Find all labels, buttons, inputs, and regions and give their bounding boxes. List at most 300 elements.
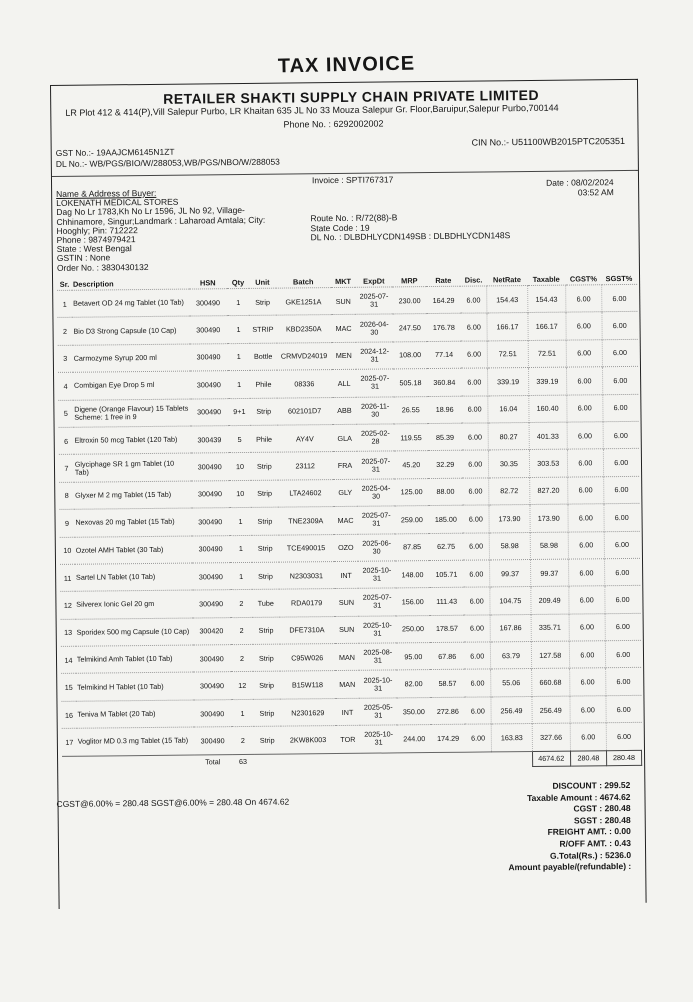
cell-batch: DFE7310A	[279, 616, 334, 644]
cell-net: 82.72	[489, 477, 530, 505]
cell-net: 80.27	[488, 422, 529, 450]
cell-unit: Strip	[251, 507, 278, 535]
cell-taxable: 401.33	[529, 422, 567, 450]
cell-sr: 10	[60, 537, 75, 565]
cell-rate: 111.43	[430, 587, 464, 615]
cell-mkt: MAN	[335, 643, 360, 671]
cell-desc: Telmikind H Tablet (10 Tab)	[76, 673, 193, 702]
cell-mrp: 156.00	[396, 588, 430, 616]
cell-qty: 2	[231, 644, 254, 672]
cell-hsn: 300490	[190, 453, 228, 481]
cell-sr: 5	[58, 400, 73, 428]
column-header: Sr.	[59, 279, 70, 289]
cell-unit: Strip	[251, 480, 278, 508]
tax-breakup-line: CGST@6.00% = 280.48 SGST@6.00% = 280.48 On 4674.62	[56, 796, 290, 809]
cell-sr: 13	[61, 619, 76, 647]
cell-mrp: 125.00	[394, 478, 428, 506]
column-header: ExpDt	[363, 276, 385, 286]
cell-net: 104.75	[490, 587, 531, 615]
cell-batch: N2303031	[279, 561, 334, 589]
cell-qty: 10	[229, 480, 252, 508]
cell-desc: Bio D3 Strong Capsule (10 Cap)	[72, 316, 189, 345]
cell-cgst: 6.00	[567, 394, 603, 422]
cell-net: 63.79	[491, 642, 532, 670]
cell-net: 163.83	[491, 724, 532, 752]
column-header: CGST%	[569, 274, 597, 284]
cell-sgst: 6.00	[602, 367, 637, 395]
cell-rate: 272.86	[431, 697, 465, 725]
cell-batch: AY4V	[277, 425, 332, 453]
cell-disc: 6.00	[462, 395, 489, 423]
cell-disc: 6.00	[462, 478, 489, 506]
cell-taxable: 209.49	[530, 586, 568, 614]
cell-batch: RDA0179	[279, 589, 334, 617]
cell-exp: 2025-04-30	[357, 479, 394, 507]
cell-sgst: 6.00	[603, 449, 638, 477]
cell-batch: GKE1251A	[276, 288, 331, 316]
cell-cgst: 6.00	[568, 504, 604, 532]
cell-sgst: 6.00	[606, 695, 641, 723]
cell-disc: 6.00	[464, 587, 491, 615]
cell-sgst: 6.00	[604, 503, 639, 531]
cell-mkt: MAC	[331, 315, 356, 343]
cell-batch: C95W026	[279, 644, 334, 672]
cell-unit: Strip	[253, 672, 280, 700]
buyer-phone: Phone : 9874979421	[56, 234, 136, 245]
cell-taxable: 660.68	[531, 669, 569, 697]
buyer-line2: Chhinamore, Singur;Landmark : Laharoad Amtala; City:	[56, 214, 266, 227]
column-header: Description	[72, 279, 114, 289]
cell-cgst: 6.00	[570, 723, 606, 751]
cell-cgst: 6.00	[566, 312, 602, 340]
cell-taxable: 58.98	[530, 532, 568, 560]
cell-unit: Strip	[253, 617, 280, 645]
cell-rate: 67.86	[430, 642, 464, 670]
cell-mkt: OZO	[333, 534, 358, 562]
cell-batch: B15W118	[280, 671, 335, 699]
cell-sgst: 6.00	[601, 284, 636, 312]
cell-mrp: 244.00	[397, 725, 431, 753]
cell-unit: Strip	[251, 452, 278, 480]
cell-mrp: 230.00	[392, 287, 426, 315]
cell-exp: 2025-06-30	[358, 533, 395, 561]
total-cgst: 280.48	[570, 750, 606, 765]
cell-cgst: 6.00	[565, 285, 601, 313]
cell-cgst: 6.00	[568, 559, 604, 587]
cell-sr: 11	[60, 564, 75, 592]
seller-phone: Phone No. : 6292002002	[283, 118, 384, 130]
cell-hsn: 300490	[193, 727, 231, 755]
cell-net: 173.90	[489, 505, 530, 533]
cell-mrp: 26.55	[394, 396, 428, 424]
cell-batch: 602101D7	[277, 397, 332, 425]
cell-desc: Voglitor MD 0.3 mg Tablet (15 Tab)	[77, 727, 194, 756]
total-qty: 63	[232, 754, 254, 769]
cell-batch: LTA24602	[278, 479, 333, 507]
cell-qty: 12	[231, 672, 254, 700]
cell-hsn: 300490	[190, 398, 228, 426]
cell-hsn: 300490	[191, 508, 229, 536]
cell-cgst: 6.00	[569, 586, 605, 614]
column-header: NetRate	[492, 275, 522, 285]
cell-desc: Digene (Orange Flavour) 15 Tablets Scheme: 1 free in 9	[73, 399, 190, 428]
cell-net: 16.04	[488, 395, 529, 423]
cell-cgst: 6.00	[570, 696, 606, 724]
cell-mrp: 119.55	[394, 424, 428, 452]
cell-cgst: 6.00	[569, 641, 605, 669]
cell-qty: 1	[229, 508, 252, 536]
cell-mrp: 505.18	[393, 369, 427, 397]
cell-mkt: ALL	[332, 369, 357, 397]
cell-desc: Sartel LN Tablet (10 Tab)	[75, 563, 192, 592]
cell-taxable: 303.53	[529, 449, 567, 477]
cell-disc: 6.00	[465, 724, 492, 752]
cell-desc: Glyxer M 2 mg Tablet (15 Tab)	[74, 481, 191, 510]
cell-rate: 85.39	[428, 423, 462, 451]
cell-hsn: 300490	[192, 590, 230, 618]
cell-hsn: 300490	[191, 535, 229, 563]
cell-exp: 2025-02-28	[357, 424, 394, 452]
cell-batch: TNE2309A	[278, 507, 333, 535]
cell-rate: 174.29	[431, 724, 465, 752]
cell-disc: 6.00	[461, 368, 488, 396]
cell-desc: Ozotel AMH Tablet (30 Tab)	[75, 536, 192, 565]
cell-batch: 2KW8K003	[280, 726, 335, 754]
cell-unit: Tube	[252, 589, 279, 617]
cell-mrp: 148.00	[395, 560, 429, 588]
cell-sgst: 6.00	[604, 476, 639, 504]
cell-disc: 6.00	[462, 450, 489, 478]
cell-desc: Carmozyme Syrup 200 ml	[73, 344, 190, 373]
state-code: State Code : 19	[310, 222, 370, 233]
summary-cgst: CGST : 280.48	[573, 803, 631, 814]
cell-sr: 7	[59, 455, 74, 483]
document-title: TAX INVOICE	[277, 52, 416, 78]
cell-taxable: 160.40	[528, 395, 566, 423]
cell-exp: 2025-10-31	[359, 616, 396, 644]
cell-qty: 1	[227, 288, 250, 316]
cell-mrp: 45.20	[394, 451, 428, 479]
cell-batch: 23112	[277, 452, 332, 480]
cell-exp: 2024-12-31	[356, 342, 393, 370]
cell-sgst: 6.00	[606, 723, 641, 751]
summary-taxable: Taxable Amount : 4674.62	[526, 791, 631, 803]
cell-rate: 164.29	[426, 286, 460, 314]
cell-taxable: 99.37	[530, 559, 568, 587]
cell-cgst: 6.00	[567, 449, 603, 477]
cell-qty: 9+1	[228, 398, 251, 426]
column-header: Disc.	[464, 275, 483, 285]
buyer-name: LOKENATH MEDICAL STORES	[56, 196, 179, 209]
cell-exp: 2026-11-30	[356, 396, 393, 424]
cell-hsn: 300420	[192, 617, 230, 645]
cell-unit: Strip	[252, 562, 279, 590]
cell-mrp: 247.50	[393, 314, 427, 342]
cell-qty: 1	[228, 371, 251, 399]
summary-amount-payable: Amount payable/(refundable) :	[508, 861, 632, 873]
cell-sr: 1	[57, 290, 72, 318]
total-spacer	[62, 755, 194, 771]
cell-net: 58.98	[489, 532, 530, 560]
cell-rate: 62.75	[429, 533, 463, 561]
cell-taxable: 339.19	[528, 367, 566, 395]
cell-sr: 8	[59, 482, 74, 510]
items-table	[57, 273, 642, 772]
cell-mkt: GLA	[332, 424, 357, 452]
cell-disc: 6.00	[465, 697, 492, 725]
cell-cgst: 6.00	[569, 668, 605, 696]
cell-exp: 2025-07-31	[358, 588, 395, 616]
cell-disc: 6.00	[464, 642, 491, 670]
cell-qty: 1	[227, 343, 250, 371]
cell-qty: 1	[227, 316, 250, 344]
cell-rate: 105.71	[429, 560, 463, 588]
cell-cgst: 6.00	[566, 340, 602, 368]
invoice-date: Date : 08/02/2024	[545, 177, 614, 188]
cell-net: 72.51	[487, 340, 528, 368]
cell-desc: Betavert OD 24 mg Tablet (10 Tab)	[72, 289, 189, 318]
route-dl-no: DL No. : DLBDHLYCDN149SB : DLBDHLYCDN148S	[310, 230, 511, 243]
cell-desc: Teniva M Tablet (20 Tab)	[76, 700, 193, 729]
cell-batch: TCE490015	[278, 534, 333, 562]
cell-net: 154.43	[487, 286, 528, 314]
cell-unit: Strip	[252, 535, 279, 563]
cell-hsn: 300490	[189, 316, 227, 344]
cell-sgst: 6.00	[602, 312, 637, 340]
cell-taxable: 72.51	[528, 340, 566, 368]
column-header: Taxable	[532, 274, 560, 284]
cell-taxable: 827.20	[529, 477, 567, 505]
cell-disc: 6.00	[461, 341, 488, 369]
cell-hsn: 300490	[192, 563, 230, 591]
cell-taxable: 127.58	[531, 641, 569, 669]
cell-mkt: TOR	[336, 726, 361, 754]
cell-cgst: 6.00	[567, 422, 603, 450]
cell-mkt: MEN	[331, 342, 356, 370]
cell-hsn: 300490	[189, 343, 227, 371]
cell-exp: 2025-07-31	[355, 287, 392, 315]
cell-rate: 176.78	[427, 314, 461, 342]
summary-block	[388, 780, 631, 875]
cell-exp: 2025-07-31	[358, 506, 395, 534]
cell-mrp: 108.00	[393, 341, 427, 369]
cell-unit: Bottle	[250, 343, 277, 371]
cell-qty: 1	[230, 535, 253, 563]
cell-mrp: 350.00	[397, 697, 431, 725]
cell-sr: 16	[61, 701, 76, 729]
cell-qty: 5	[228, 425, 251, 453]
cell-mkt: SUN	[334, 589, 359, 617]
seller-address: LR Plot 412 & 414(P),Vill Salepur Purbo, LR Khaitan 635 JL No 33 Mouza Salepur Gr. Floor,Baruipur,Salepur Purbo,700144	[65, 102, 559, 118]
cell-sr: 3	[58, 345, 73, 373]
cell-taxable: 154.43	[527, 285, 565, 313]
cell-taxable: 256.49	[532, 696, 570, 724]
route-block	[310, 212, 510, 243]
cell-unit: Strip	[254, 699, 281, 727]
cell-rate: 58.57	[430, 670, 464, 698]
seller-dl: DL No.:- WB/PGS/BIO/W/288053,WB/PGS/NBO/W/288053	[55, 156, 280, 169]
total-taxable: 4674.62	[532, 751, 570, 766]
cell-hsn: 300439	[190, 426, 228, 454]
cell-hsn: 300490	[193, 672, 231, 700]
cell-disc: 6.00	[463, 505, 490, 533]
cell-batch: CRMVD24019	[276, 342, 331, 370]
cell-unit: Strip	[254, 726, 281, 754]
cell-desc: Sporidex 500 mg Capsule (10 Cap)	[75, 618, 192, 647]
cell-hsn: 300490	[191, 480, 229, 508]
buyer-heading: Name & Address of Buyer:	[56, 187, 157, 199]
cell-taxable: 335.71	[531, 614, 569, 642]
cell-disc: 6.00	[463, 532, 490, 560]
cell-net: 256.49	[491, 696, 532, 724]
cell-batch: KBD2350A	[276, 315, 331, 343]
column-header: Batch	[292, 277, 314, 287]
cell-sr: 9	[59, 509, 74, 537]
cell-disc: 6.00	[464, 615, 491, 643]
cell-sr: 17	[62, 729, 77, 757]
cell-net: 30.35	[489, 450, 530, 478]
cell-unit: Strip	[250, 398, 277, 426]
cell-unit: Phile	[250, 370, 277, 398]
cell-desc: Eltroxin 50 mcg Tablet (120 Tab)	[73, 426, 190, 455]
column-header: Rate	[435, 275, 452, 285]
cell-qty: 2	[230, 590, 253, 618]
total-sgst: 280.48	[606, 750, 641, 765]
summary-freight: FREIGHT AMT. : 0.00	[547, 826, 631, 838]
cell-net: 166.17	[487, 313, 528, 341]
column-header: SGST%	[605, 273, 633, 284]
seller-gst: GST No.:- 19AAJCM6145N1ZT	[55, 146, 175, 158]
cell-mkt: ABB	[332, 397, 357, 425]
cell-mkt: FRA	[333, 452, 358, 480]
cell-disc: 6.00	[462, 423, 489, 451]
invoice-date-block	[546, 177, 614, 198]
cell-sr: 2	[57, 318, 72, 346]
cell-net: 99.37	[490, 559, 531, 587]
column-header: MKT	[334, 276, 352, 287]
cell-hsn: 300490	[189, 289, 227, 317]
cell-sgst: 6.00	[605, 613, 640, 641]
route-no: Route No. : R/72(88)-B	[310, 212, 398, 224]
cell-desc: Nexovas 20 mg Tablet (15 Tab)	[74, 508, 191, 537]
buyer-line3: Hooghly; Pin: 712222	[56, 224, 138, 236]
cell-mkt: INT	[334, 561, 359, 589]
cell-rate: 360.84	[427, 368, 461, 396]
cell-mkt: SUN	[331, 287, 356, 315]
cell-unit: STRIP	[249, 316, 276, 344]
cell-exp: 2026-04-30	[356, 314, 393, 342]
cell-rate: 32.29	[428, 451, 462, 479]
total-label: Total	[194, 754, 232, 769]
cell-cgst: 6.00	[569, 613, 605, 641]
cell-disc: 6.00	[460, 286, 487, 314]
cell-sgst: 6.00	[604, 558, 639, 586]
seller-name: RETAILER SHAKTI SUPPLY CHAIN PRIVATE LIMITED	[163, 86, 540, 107]
cell-sr: 4	[58, 372, 73, 400]
cell-taxable: 327.66	[532, 723, 570, 751]
cell-desc: Telmikind Amh Tablet (10 Tab)	[76, 645, 193, 674]
cell-sgst: 6.00	[603, 421, 638, 449]
cell-sgst: 6.00	[605, 640, 640, 668]
cell-desc: Combigan Eye Drop 5 ml	[73, 371, 190, 400]
cell-rate: 18.96	[428, 396, 462, 424]
cell-mrp: 87.85	[395, 533, 429, 561]
cell-mkt: SUN	[334, 616, 359, 644]
cell-sgst: 6.00	[606, 668, 641, 696]
cell-exp: 2025-07-31	[356, 369, 393, 397]
cell-cgst: 6.00	[568, 531, 604, 559]
total-spacer	[254, 751, 532, 769]
cell-sgst: 6.00	[604, 531, 639, 559]
cell-sr: 14	[61, 646, 76, 674]
cell-mrp: 95.00	[396, 643, 430, 671]
cell-exp: 2025-08-31	[359, 643, 396, 671]
cell-taxable: 166.17	[528, 313, 566, 341]
buyer-gstin: GSTIN : None	[56, 252, 111, 264]
column-header: Qty	[231, 277, 245, 288]
cell-sr: 12	[60, 592, 75, 620]
cell-unit: Strip	[253, 644, 280, 672]
cell-mkt: INT	[335, 698, 360, 726]
cell-exp: 2025-10-31	[359, 670, 396, 698]
cell-unit: Phile	[251, 425, 278, 453]
cell-net: 55.06	[491, 669, 532, 697]
column-header: MRP	[401, 276, 418, 286]
cell-exp: 2025-07-31	[357, 451, 394, 479]
summary-grand-total: G.Total(Rs.) : 5236.0	[549, 849, 632, 861]
cell-unit: Strip	[249, 288, 276, 316]
cell-desc: Silverex Ionic Gel 20 gm	[75, 590, 192, 619]
cell-sgst: 6.00	[605, 586, 640, 614]
cell-hsn: 300490	[193, 699, 231, 727]
cell-hsn: 300490	[192, 645, 230, 673]
cell-qty: 1	[230, 562, 253, 590]
cell-qty: 2	[230, 617, 253, 645]
cell-disc: 6.00	[464, 669, 491, 697]
cell-disc: 6.00	[463, 560, 490, 588]
invoice-box	[50, 79, 647, 909]
cell-qty: 1	[231, 699, 254, 727]
buyer-order: Order No. : 3830430132	[56, 261, 149, 273]
cell-exp: 2025-10-31	[358, 561, 395, 589]
cell-cgst: 6.00	[567, 476, 603, 504]
cell-rate: 178.57	[430, 615, 464, 643]
cell-mkt: MAN	[335, 671, 360, 699]
cell-rate: 77.14	[427, 341, 461, 369]
cell-rate: 88.00	[428, 478, 462, 506]
cell-batch: N2301629	[280, 698, 335, 726]
cell-sr: 15	[61, 674, 76, 702]
column-header: Unit	[255, 277, 270, 287]
cell-taxable: 173.90	[530, 504, 568, 532]
seller-cin: CIN No.:- U51100WB2015PTC205351	[471, 135, 626, 148]
cell-qty: 10	[229, 453, 252, 481]
cell-mrp: 250.00	[396, 615, 430, 643]
cell-net: 339.19	[488, 368, 529, 396]
summary-sgst: SGST : 280.48	[573, 814, 631, 826]
cell-disc: 6.00	[461, 313, 488, 341]
buyer-state: State : West Bengal	[56, 243, 132, 255]
cell-batch: 08336	[277, 370, 332, 398]
invoice-time: 03:52 AM	[577, 187, 614, 198]
column-header: HSN	[199, 278, 216, 288]
cell-exp: 2025-05-31	[360, 698, 397, 726]
buyer-block	[56, 188, 266, 273]
cell-mrp: 259.00	[395, 506, 429, 534]
cell-mrp: 82.00	[396, 670, 430, 698]
cell-desc: Glyciphage SR 1 gm Tablet (10 Tab)	[74, 453, 191, 482]
cell-cgst: 6.00	[566, 367, 602, 395]
